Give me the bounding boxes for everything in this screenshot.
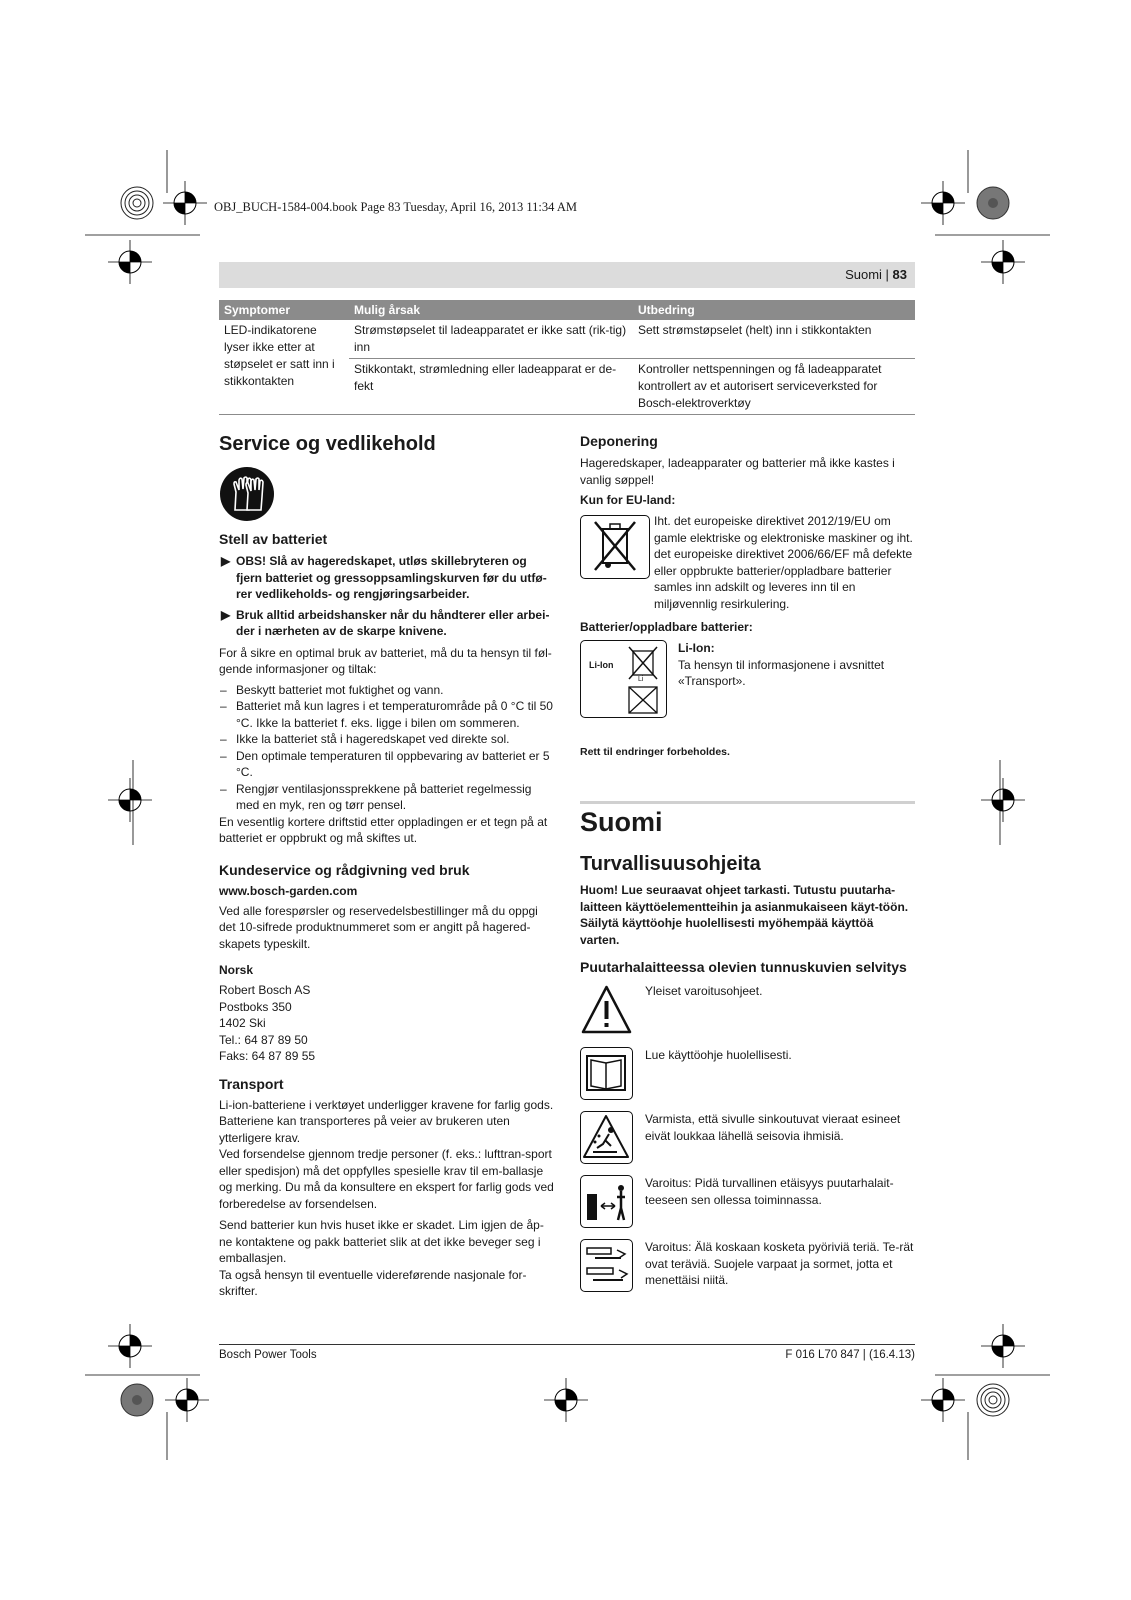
list-item: – Den optimale temperaturen til oppbevaring av batteriet er 5 °C. [220, 748, 550, 779]
symbol-text: Yleiset varoitusohjeet. [645, 984, 763, 998]
list-item: – Batteriet må kun lagres i et temperaturområde på 0 °C til 50 °C. Ikke la batteriet f. eks. ligge i bilen om sommeren. [220, 699, 553, 730]
country-label: Norsk [219, 963, 254, 977]
address-line: Postboks 350 [219, 999, 292, 1014]
eu-heading: Kun for EU-land: [580, 493, 676, 507]
list-item: – Beskytt batteriet mot fuktighet og vann. [220, 682, 444, 697]
left-column [219, 432, 555, 1300]
address-line: Tel.: 64 87 89 50 [219, 1032, 308, 1047]
arrow-icon: ▶ [221, 607, 231, 622]
safe-distance-icon [580, 1175, 633, 1228]
transport-text: Ved forsendelse gjennom tredje personer (f. eks.: lufttran-sport eller spedisjon) må det oppfylles spesielle krav til em-ballasje og merking. Du må da konsultere en ekspert for farlig gods ved forberedelse av forsendelsen. [219, 1147, 554, 1211]
file-info: OBJ_BUCH-1584-004.book Page 83 Tuesday, April 16, 2013 11:34 AM [214, 200, 577, 214]
cause-cell: Strømstøpselet til ladeapparatet er ikke satt (rik-tig) inn [349, 320, 633, 359]
symbol-text: Varoitus: Älä koskaan kosketa pyöriviä teriä. Te-rät ovat teräviä. Suojele varpaat ja sormet, jotta et menettäisi niitä. [645, 1240, 914, 1287]
page-number: 83 [892, 267, 907, 282]
kundeservice-text: Ved alle forespørsler og reservedelsbestillinger må du oppgi det 10-sifrede produktnummeret som er angitt på hagered-skapets typeskilt. [219, 903, 538, 951]
section-name: Suomi | [845, 267, 893, 282]
huom-text: Huom! Lue seuraavat ohjeet tarkasti. Tutustu puutarha-laitteen käyttöelementteihin ja asianmukaiseen käyt-töön. Säilytä käyttöohje huolellisesti myöhempää käyttöä varten. [580, 883, 909, 947]
deponering-heading: Deponering [580, 433, 658, 449]
batteries-heading: Batterier/oppladbare batterier: [580, 620, 753, 634]
weee-bin-icon [580, 515, 650, 579]
fix-cell: Kontroller nettspenningen og få ladeapparatet kontrollert av et autorisert serviceverksted for Bosch-elektroverktøy [633, 359, 915, 415]
battery-intro: For å sikre en optimal bruk av batteriet, må du ta hensyn til føl-gende informasjoner og tiltak: [219, 645, 552, 676]
table-row [219, 320, 915, 359]
symbol-text: Varoitus: Pidä turvallinen etäisyys puutarhalait-teeseen sen ollessa toiminnassa. [645, 1176, 894, 1207]
deponering-text: Hageredskaper, ladeapparater og batterier må ikke kastes i vanlig søppel! [580, 456, 895, 487]
liion-badge: Li-Ion [589, 660, 614, 670]
website-link[interactable]: www.bosch-garden.com [219, 883, 358, 898]
footer-docnum: F 016 L70 847 | (16.4.13) [785, 1349, 915, 1361]
warning-item: ▶ OBS! Slå av hageredskapet, utløs skillebryteren og fjern batteriet og gressoppsamlingskurven før du utfø-rer vedlikeholds- og rengjøringsarbeider. [221, 554, 547, 601]
stell-heading: Stell av batteriet [219, 531, 328, 547]
transport-text: Ta også hensyn til eventuelle videreførende nasjonale for-skrifter. [219, 1267, 527, 1298]
troubleshooting-table [219, 300, 915, 415]
table-header: Mulig årsak [349, 300, 633, 320]
footer-brand: Bosch Power Tools [219, 1349, 317, 1361]
li-label: Li [638, 676, 644, 683]
right-column [580, 432, 915, 1313]
symbol-text: Lue käyttöohje huolellisesti. [645, 1048, 792, 1062]
address-line: Robert Bosch AS [219, 983, 311, 997]
battery-note: En vesentlig kortere driftstid etter oppladingen er et tegn på at batteriet er oppbrukt og må skiftes ut. [219, 814, 548, 845]
list-item: – Rengjør ventilasjonssprekkene på batteriet regelmessig med en myk, ren og tørr pensel. [220, 781, 532, 812]
transport-text: Li-ion-batteriene i verktøyet underligger kravene for farlig gods. Batteriene kan transporteres på veier av brukeren uten ytterligere krav. [219, 1097, 554, 1145]
flying-debris-icon [580, 1111, 633, 1164]
gloves-icon [219, 466, 275, 522]
transport-text: Send batterier kun hvis huset ikke er skadet. Lim igjen de åp-ne kontaktene og pakk batteriet slik at det ikke beveger seg i emballasjen. [219, 1218, 544, 1265]
fix-cell: Sett strømstøpselet (helt) inn i stikkontakten [633, 320, 915, 359]
manual-book-icon [580, 1047, 633, 1100]
arrow-icon: ▶ [221, 554, 231, 568]
rights-notice: Rett til endringer forbeholdes. [580, 746, 730, 758]
address-line: Faks: 64 87 89 55 [219, 1049, 316, 1063]
address-line: 1402 Ski [219, 1016, 266, 1030]
transport-heading: Transport [219, 1075, 284, 1092]
service-heading: Service og vedlikehold [219, 433, 436, 455]
table-header: Utbedring [633, 300, 915, 320]
warning-item: ▶ Bruk alltid arbeidshansker når du håndterer eller arbei-der i nærheten av de skarpe knivene. [221, 607, 550, 638]
suomi-heading: Suomi [580, 807, 663, 837]
symptom-cell: LED-indikatorene lyser ikke etter at støpselet er satt inn i stikkontakten [219, 320, 349, 415]
table-header: Symptomer [219, 300, 349, 320]
list-item: – Ikke la batteriet stå i hageredskapet ved direkte sol. [220, 732, 510, 746]
turvallisuus-heading: Turvallisuusohjeita [580, 853, 761, 875]
rotating-blades-icon [580, 1239, 633, 1292]
page-header [219, 262, 915, 288]
page-footer [219, 1344, 915, 1361]
liion-heading: Li-Ion: [678, 641, 715, 655]
liion-recycling-icon [580, 640, 667, 718]
eu-text: Iht. det europeiske direktivet 2012/19/EU om gamle elektriske og elektroniske maskiner og iht. det europeiske direktivet 2006/66/EF må defekte eller oppbrukte batterier/oppladbare batterier samles inn adskilt og leveres inn til en miljøvennlig resirkulering. [654, 514, 913, 611]
cause-cell: Stikkontakt, strømledning eller ladeapparat er de-fekt [349, 359, 633, 415]
liion-text: Ta hensyn til informasjonene i avsnittet «Transport». [678, 657, 885, 688]
symbol-text: Varmista, että sivulle sinkoutuvat vieraat esineet eivät loukkaa lähellä seisovia ihmisiä. [645, 1112, 901, 1143]
warning-triangle-icon [580, 983, 633, 1036]
kundeservice-heading: Kundeservice og rådgivning ved bruk [219, 861, 470, 878]
tunnuskuvat-heading: Puutarhalaitteessa olevien tunnuskuvien selvitys [580, 959, 907, 975]
